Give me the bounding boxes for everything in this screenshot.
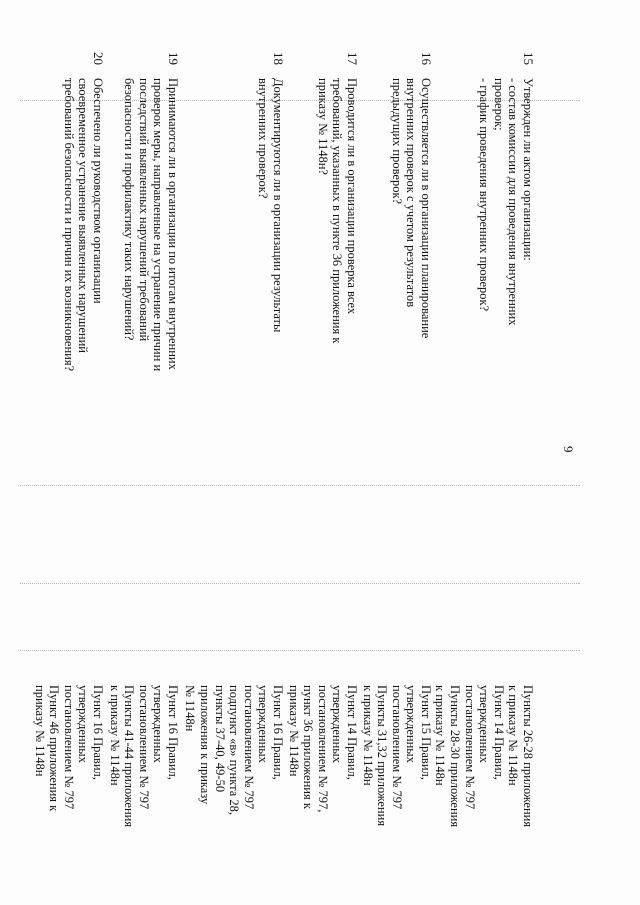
- row-number: 16: [419, 52, 434, 65]
- row-number: 18: [271, 52, 286, 65]
- row-reference: Пункт 14 Правил, утвержденных постановлением № 797, пункт 36 приложения к приказу № 1148н: [286, 685, 359, 813]
- column-divider: [20, 650, 580, 651]
- row-number: 15: [521, 52, 536, 65]
- column-divider: [20, 583, 580, 584]
- row-number: 17: [345, 52, 360, 65]
- row-reference: Пункт 16 Правил, утвержденных постановлением № 797 Пункт 46 приложения к приказу № 1148н: [32, 685, 105, 812]
- row-reference: Пункты 26-28 приложения к приказу № 1148н Пункт 14 Правил, утвержденных постановлением № 797 Пункты 28-30 приложения к приказу № 1148н: [433, 685, 535, 828]
- row-question: Утвержден ли актом организации: - состав комиссии для проведения внутренних проверок; - график проведения внутренних проверок?: [477, 78, 535, 326]
- row-question: Обеспечено ли руководством организации своевременное устранение выявленных нарушений требований безопасности и причин их возникновения?: [61, 78, 105, 372]
- row-number: 20: [91, 52, 106, 65]
- row-reference: Пункт 16 Правил, утвержденных постановлением № 797 подпункт «в» пункта 28, пункты 37-40, 49-50 приложения к приказу № 1148н: [183, 685, 285, 816]
- row-question: Принимаются ли в организации по итогам внутренних проверок меры, направленные на устранение причин и последствий выявленных нарушений требований безопасности и профилактику таких нарушений?: [122, 78, 180, 372]
- column-divider: [20, 485, 580, 486]
- row-number: 19: [166, 52, 181, 65]
- page-number: 9: [561, 446, 576, 453]
- row-question: Документируются ли в организации результаты внутренних проверок?: [256, 78, 285, 333]
- row-question: Осуществляется ли в организации планирование внутренних проверок с учетом результатов предыдущих проверок?: [389, 78, 433, 339]
- row-reference: Пункт 16 Правил, утвержденных постановлением № 797 Пункты 41-44 приложения к приказу № 1148н: [107, 685, 180, 828]
- row-question: Проводится ли в организации проверка всех требований, указанных в пункте 36 приложения к приказу № 1148н?: [315, 78, 359, 344]
- row-reference: Пункт 15 Правил, утвержденных постановлением № 797 Пункты 31,32 приложения к приказу № 1148н: [360, 685, 433, 827]
